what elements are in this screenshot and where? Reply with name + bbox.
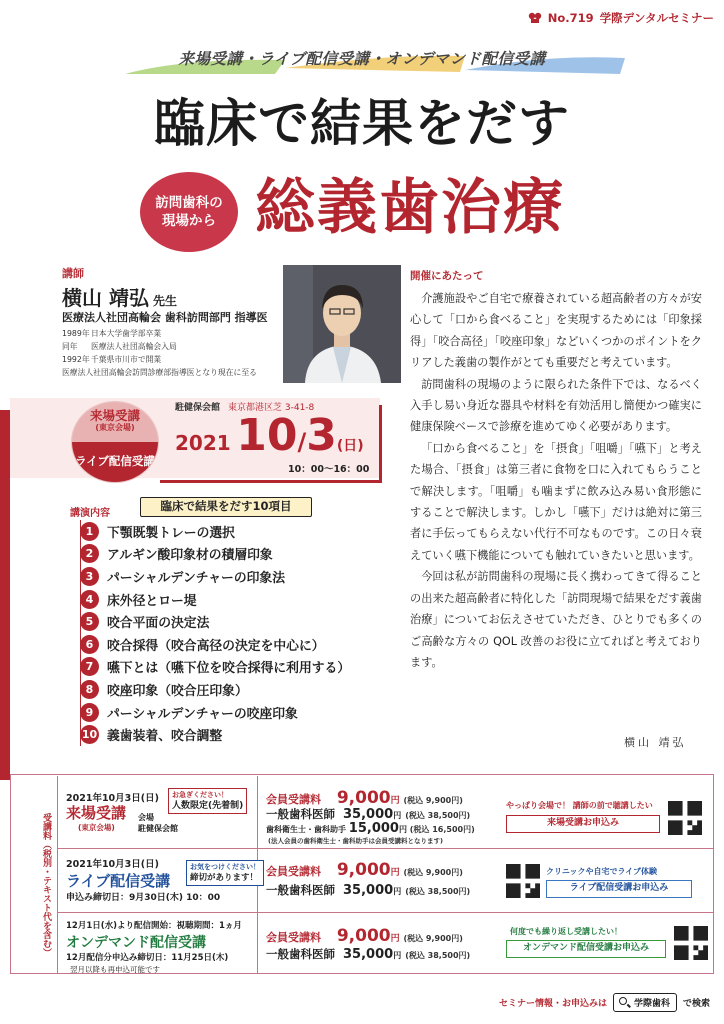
- live-date: 2021年10月3日(日): [66, 859, 159, 870]
- onsite-date: 2021年10月3日(日): [66, 793, 159, 804]
- fee-col-divider: [57, 776, 58, 973]
- career-row: [62, 340, 257, 353]
- career-row: [62, 353, 257, 366]
- item-text: 下顎既製トレーの選択: [107, 525, 235, 541]
- career-row: [62, 327, 257, 340]
- qr-code-icon[interactable]: [674, 926, 708, 960]
- venue-address: 東京都港区芝 3-41-8: [228, 403, 315, 413]
- career-row: [62, 366, 257, 379]
- general-tax: (税込 38,500円): [405, 887, 471, 896]
- item-text: 咬合平面の決定法: [107, 616, 210, 632]
- general-tax: (税込 38,500円): [405, 951, 471, 960]
- badge-line: お急ぎください！: [172, 791, 228, 799]
- onsite-member-row: [266, 788, 463, 808]
- item-number: 5: [80, 612, 99, 631]
- yen: 円: [398, 825, 407, 834]
- item-number: 2: [80, 544, 99, 563]
- event-weekday: (日): [336, 438, 364, 454]
- date-slash: /: [297, 428, 307, 456]
- member-label: 会員受講料: [266, 793, 321, 806]
- general-tax: (税込 38,500円): [405, 811, 471, 820]
- badge-line: 締切があります！: [190, 873, 259, 883]
- item-number: 6: [80, 635, 99, 654]
- member-price: 9,000: [336, 860, 391, 880]
- list-item: [80, 656, 370, 679]
- career-year: 1992年: [62, 355, 90, 364]
- onsite-sub: (東京会場): [95, 423, 135, 432]
- items-list: [80, 520, 370, 746]
- event-time: 10：00～16：00: [288, 464, 370, 475]
- search-box[interactable]: [613, 993, 677, 1012]
- search-icon: [619, 997, 627, 1005]
- badge-line: 人数限定(先着制): [172, 801, 244, 811]
- badge-circle: [140, 172, 238, 252]
- fee-side-label: 受講料（税別・テキスト代を含む）: [41, 813, 51, 957]
- left-accent-bar: [0, 410, 10, 780]
- ondemand-title: オンデマンド配信受講: [66, 935, 206, 951]
- hyg-price: 15,000: [348, 821, 399, 836]
- member-price: 9,000: [336, 926, 391, 946]
- badge-line-2: 現場から: [162, 213, 216, 229]
- intro-paragraph: 今回は私が訪問歯科の現場に長く携わってきて得ることの出来た超高齢者に特化した「訪問現場で結果をだす義歯治療」についてお伝えさせていただき、ひとりでも多くのご高齢な方々の QOL 改善のお役に立てればと考えております。: [410, 570, 702, 669]
- lecturer-label: 講師: [62, 267, 84, 280]
- general-price: 35,000: [343, 807, 394, 822]
- title-line-1: 臨床で結果をだす: [153, 95, 570, 154]
- item-text: 床外径とロー堤: [107, 593, 197, 609]
- venue-name: 駐健保会館: [175, 403, 221, 413]
- yen: 円: [393, 951, 402, 960]
- list-item: [80, 633, 370, 656]
- items-title-box: 臨床で結果をだす10項目: [140, 497, 312, 517]
- badge-line-1: 訪問歯科の: [155, 194, 223, 211]
- item-text: 嚥下とは（嚥下位を咬合採得に利用する）: [107, 661, 351, 677]
- onsite-pitch: やっぱり会場で！ 講師の前で聴講したい: [506, 801, 653, 810]
- item-number: 1: [80, 522, 99, 541]
- event-day: 3: [306, 410, 337, 461]
- footer-search: [499, 993, 710, 1012]
- onsite-hygienist-row: [266, 821, 475, 836]
- fee-row-divider: [57, 912, 714, 913]
- yen: 円: [390, 868, 400, 878]
- onsite-hall: [138, 812, 178, 834]
- career-text: 日本大学歯学部卒業: [91, 329, 162, 338]
- list-item: [80, 610, 370, 633]
- signature: 横山 靖弘: [624, 736, 687, 749]
- event-month: 10: [236, 410, 298, 461]
- list-item: [80, 543, 370, 566]
- intro-body: [410, 288, 702, 673]
- search-term: 学際歯科: [633, 999, 670, 1009]
- yen: 円: [393, 887, 402, 896]
- live-badge: ライブ配信受講: [72, 442, 158, 482]
- ondemand-note: 翌月以降も再申込可能です: [70, 965, 160, 974]
- member-label: 会員受講料: [266, 931, 321, 944]
- lecturer-photo: [283, 265, 401, 383]
- career-text: 医療法人社団高輪会入局: [91, 342, 177, 351]
- ondemand-apply-button[interactable]: オンデマンド配信受講お申込み: [506, 940, 666, 958]
- ondemand-member-row: [266, 926, 463, 946]
- qr-code-icon[interactable]: [668, 801, 702, 835]
- lecturer-honorific: 先生: [152, 294, 177, 308]
- list-item: [80, 588, 370, 611]
- onsite-apply-button[interactable]: 来場受講お申込み: [506, 815, 660, 833]
- member-tax: (税込 9,900円): [403, 868, 463, 877]
- general-label: 一般歯科医師: [266, 807, 335, 821]
- item-number: 9: [80, 703, 99, 722]
- general-price: 35,000: [343, 947, 394, 962]
- hyg-tax: (税込 16,500円): [409, 825, 475, 834]
- live-deadline-badge: [186, 860, 264, 886]
- list-item: [80, 701, 370, 724]
- yen: 円: [393, 811, 402, 820]
- yen: 円: [390, 934, 400, 944]
- member-tax: (税込 9,900円): [403, 934, 463, 943]
- intro-paragraph: 介護施設やご自宅で療養されている超高齢者の方々が安心して「口から食べること」を実現するためには「印象採得」「咬合高径」「咬座印象」などいくつかのポイントをクリアした義歯の製作がとても重要だと考えています。: [410, 292, 702, 370]
- list-item: [80, 678, 370, 701]
- subtitle: 来場受講・ライブ配信受講・オンデマンド配信受講: [178, 50, 546, 68]
- live-title: ライブ配信受講: [66, 872, 171, 890]
- lecturer-name-block: [62, 282, 177, 311]
- event-year: 2021: [175, 431, 231, 455]
- ondemand-general-row: [266, 946, 470, 962]
- live-member-row: [266, 860, 463, 880]
- onsite-label: 来場受講: [89, 408, 140, 423]
- member-tax: (税込 9,900円): [403, 796, 463, 805]
- footer-tail: で検索: [682, 999, 710, 1009]
- hyg-label: 歯科衛生士・歯科助手: [266, 825, 346, 834]
- series-name: 学際デンタルセミナー: [599, 11, 714, 25]
- list-item: [80, 565, 370, 588]
- career-text: 医療法人社団高輪会訪問診療部指導医となり現在に至る: [62, 368, 257, 377]
- onsite-title: 来場受講: [66, 804, 127, 822]
- item-text: アルギン酸印象材の積層印象: [107, 548, 273, 564]
- onsite-general-row: [266, 806, 470, 822]
- career-year: 同年: [62, 342, 78, 351]
- qr-code-icon[interactable]: [506, 864, 540, 898]
- ondemand-deadline: 12月配信分申込み締切日：11月25日(木): [66, 953, 229, 963]
- item-number: 7: [80, 657, 99, 676]
- intro-paragraph: 「口から食べること」を「摂食」「咀嚼」「嚥下」と考えた場合、「摂食」は第三者に食物を口に入れてもらうことで解決します。「咀嚼」も噛まずに飲み込み易い食形態にすることで解決します。しかし「嚥下」だけは絶対に第三者に手伝ってもらえない代行不可なものです。この日々衰えていく嚥下機能についても触れていきたいと思います。: [410, 441, 702, 562]
- item-number: 8: [80, 680, 99, 699]
- items-label: 講演内容: [70, 508, 110, 519]
- live-deadline: 申込み締切日：9月30日(木) 10：00: [66, 893, 221, 903]
- list-item: [80, 520, 370, 543]
- hall-label: 会場: [138, 813, 154, 822]
- intro-heading: 開催にあたって: [410, 270, 484, 282]
- lecturer-name: 横山 靖弘: [62, 286, 149, 310]
- item-text: 義歯装着、咬合調整: [107, 729, 223, 745]
- issue-number: No.719: [547, 11, 594, 25]
- ondemand-pitch: 何度でも繰り返し受講したい！: [510, 927, 622, 936]
- item-text: パーシャルデンチャーの印象法: [107, 570, 286, 586]
- yen: 円: [390, 796, 400, 806]
- fee-row-divider: [57, 848, 714, 849]
- lecturer-career: [62, 327, 257, 379]
- ondemand-date: 12月1日(水)より配信開始：視聴期間：1ヵ月: [66, 921, 242, 931]
- item-number: 3: [80, 567, 99, 586]
- venue-type-oval: [72, 402, 158, 482]
- event-date: [175, 410, 364, 461]
- hall-name: 駐健保会館: [138, 824, 178, 833]
- onsite-sub: (東京会場): [78, 823, 115, 832]
- live-general-row: [266, 882, 470, 898]
- footer-lead: セミナー情報・お申込みは: [498, 999, 607, 1009]
- title-line-2: 総義歯治療: [255, 173, 565, 243]
- item-text: 咬合採得（咬合高径の決定を中心に）: [107, 638, 325, 654]
- logo-icon: [528, 12, 542, 24]
- issue-header: [528, 10, 714, 26]
- member-label: 会員受講料: [266, 865, 321, 878]
- career-year: 1989年: [62, 329, 90, 338]
- lecturer-org: 医療法人社団高輪会 歯科訪問部門 指導医: [62, 311, 268, 324]
- badge-line: お気をつけください！: [190, 863, 260, 871]
- intro-paragraph: 訪問歯科の現場のように限られた条件下では、なるべく入手し易い身近な器具や材料を有効活用し簡便かつ確実に健康保険ベースで診療を進めてゆく必要があります。: [410, 377, 702, 434]
- onsite-urgent-badge: [168, 788, 247, 814]
- general-label: 一般歯科医師: [266, 883, 335, 897]
- item-text: パーシャルデンチャーの咬座印象: [107, 706, 298, 722]
- live-pitch: クリニックや自宅でライブ体験: [546, 867, 658, 876]
- item-number: 4: [80, 590, 99, 609]
- general-price: 35,000: [343, 883, 394, 898]
- list-item: [80, 723, 370, 746]
- live-apply-button[interactable]: ライブ配信受講お申込み: [546, 880, 692, 898]
- onsite-note: (法人会員の歯科衛生士・歯科助手は会員受講料となります): [268, 837, 443, 845]
- item-number: 10: [80, 725, 99, 744]
- career-text: 千葉県市川市で開業: [91, 355, 162, 364]
- member-price: 9,000: [336, 788, 391, 808]
- item-text: 咬座印象（咬合圧印象）: [107, 683, 248, 699]
- general-label: 一般歯科医師: [266, 947, 335, 961]
